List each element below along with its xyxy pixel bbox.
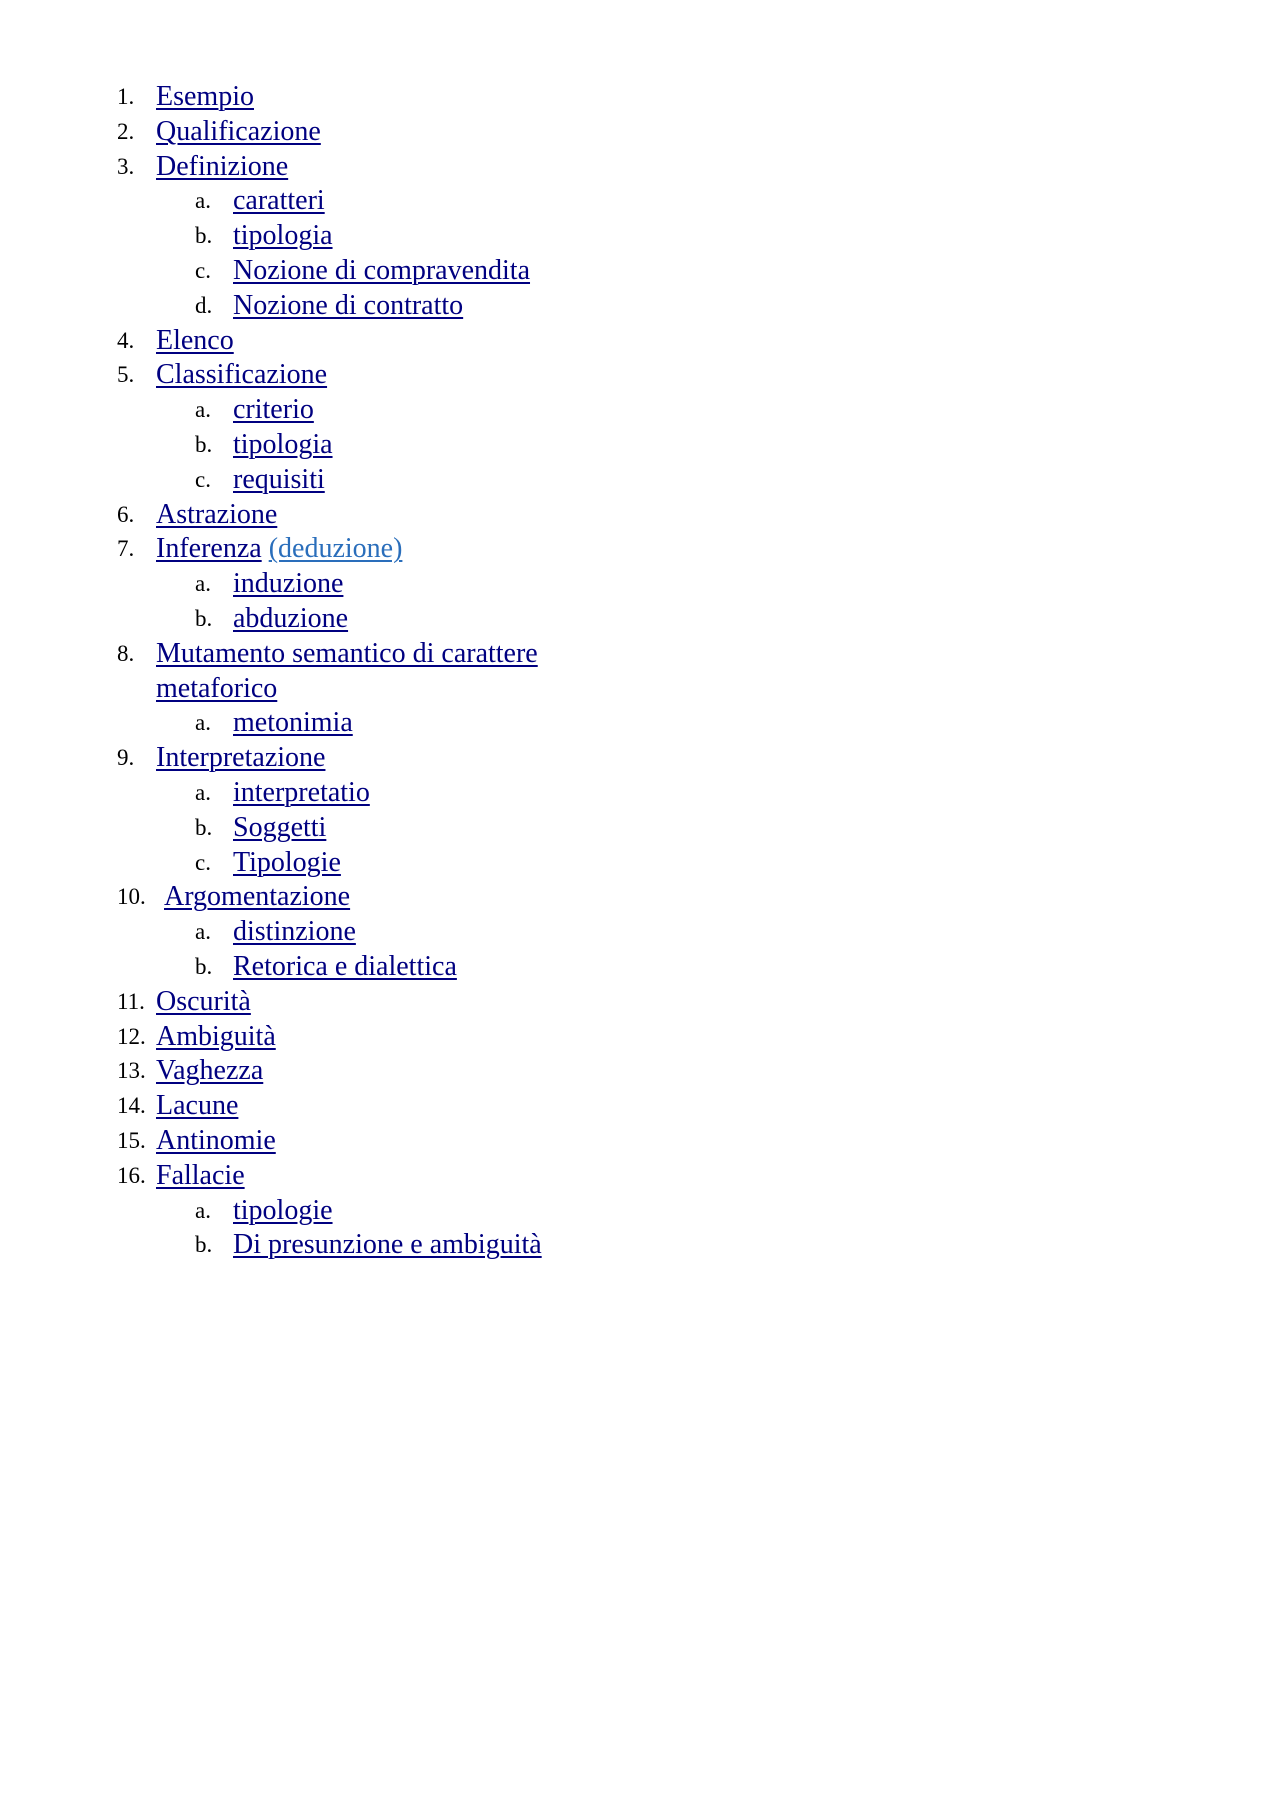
list-marker: 12. [117, 1023, 146, 1049]
list-marker: 2. [117, 118, 135, 144]
list-marker: 9. [117, 745, 135, 771]
list-marker: d. [195, 292, 213, 318]
toc-link-tipologie[interactable]: Tipologie [233, 846, 341, 878]
toc-link-fallacie[interactable]: Fallacie [156, 1159, 245, 1191]
toc-link-qualificazione[interactable]: Qualificazione [156, 115, 321, 147]
toc-link-interpretazione[interactable]: Interpretazione [156, 742, 326, 774]
toc-link-requisiti[interactable]: requisiti [233, 463, 325, 495]
list-marker: a. [195, 710, 211, 736]
toc-link-abduzione[interactable]: abduzione [233, 602, 349, 634]
toc-link-elenco[interactable]: Elenco [156, 324, 234, 356]
list-marker: 14. [117, 1093, 146, 1119]
toc-link-ambiguita[interactable]: Ambiguità [156, 1020, 276, 1052]
list-marker: 16. [117, 1162, 146, 1188]
toc-item-1 [0, 80, 1280, 115]
toc-item-10 [0, 880, 1280, 915]
list-marker: a. [195, 188, 211, 214]
toc-link-nozione-di-compravendita[interactable]: Nozione di compravendita [233, 254, 531, 286]
toc-link-retorica-e-dialettica[interactable]: Retorica e dialettica [233, 950, 457, 982]
toc-item-8 [0, 637, 1280, 707]
list-marker: 10. [117, 884, 146, 910]
toc-subitem-3d [0, 289, 1280, 324]
list-marker: 3. [117, 153, 135, 179]
toc-item-5 [0, 358, 1280, 393]
toc-subitem-3a [0, 184, 1280, 219]
list-marker: b. [195, 1232, 213, 1258]
toc-subitem-16b [0, 1228, 1280, 1263]
toc-item-3 [0, 150, 1280, 185]
toc-link-tipologia[interactable]: tipologia [233, 220, 333, 252]
toc-link-classificazione[interactable]: Classificazione [156, 359, 328, 391]
toc-link-interpretatio[interactable]: interpretatio [233, 776, 370, 808]
table-of-contents [0, 80, 1280, 1263]
list-marker: 13. [117, 1058, 146, 1084]
list-marker: 7. [117, 536, 135, 562]
toc-link-tipologie[interactable]: tipologie [233, 1194, 333, 1226]
list-marker: c. [195, 257, 211, 283]
toc-item-9 [0, 741, 1280, 776]
toc-item-16 [0, 1159, 1280, 1194]
toc-item-14 [0, 1089, 1280, 1124]
list-marker: a. [195, 397, 211, 423]
toc-subitem-7a [0, 567, 1280, 602]
list-marker: 11. [117, 988, 145, 1014]
toc-subitem-9b [0, 811, 1280, 846]
toc-link-metonimia[interactable]: metonimia [233, 707, 353, 739]
toc-link-mutamento-semantico[interactable]: Mutamento semantico di carattere metaforico [156, 637, 538, 704]
list-marker: b. [195, 223, 213, 249]
toc-subitem-3c [0, 254, 1280, 289]
toc-link-soggetti[interactable]: Soggetti [233, 811, 327, 843]
toc-subitem-10a [0, 915, 1280, 950]
toc-subitem-3b [0, 219, 1280, 254]
list-marker: a. [195, 571, 211, 597]
toc-link-criterio[interactable]: criterio [233, 394, 314, 426]
list-marker: 5. [117, 362, 135, 388]
list-marker: b. [195, 814, 213, 840]
toc-link-oscurita[interactable]: Oscurità [156, 985, 251, 1017]
toc-subitem-16a [0, 1194, 1280, 1229]
toc-subitem-9c [0, 846, 1280, 881]
toc-link-lacune[interactable]: Lacune [156, 1090, 239, 1122]
toc-subitem-5a [0, 393, 1280, 428]
list-marker: b. [195, 431, 213, 457]
toc-link-argomentazione[interactable]: Argomentazione [164, 881, 351, 913]
toc-subitem-7b [0, 602, 1280, 637]
toc-link-vaghezza[interactable]: Vaghezza [156, 1055, 264, 1087]
toc-subitem-10b [0, 950, 1280, 985]
toc-link-nozione-di-contratto[interactable]: Nozione di contratto [233, 289, 464, 321]
toc-link-caratteri[interactable]: caratteri [233, 185, 325, 217]
list-marker: 1. [117, 84, 135, 109]
toc-link-astrazione[interactable]: Astrazione [156, 498, 278, 530]
list-marker: 6. [117, 501, 135, 527]
toc-item-2 [0, 115, 1280, 150]
toc-subitem-5b [0, 428, 1280, 463]
list-marker: a. [195, 779, 211, 805]
list-marker: b. [195, 953, 213, 979]
toc-link-antinomie[interactable]: Antinomie [156, 1124, 276, 1156]
toc-link-deduzione[interactable]: (deduzione) [268, 533, 403, 565]
toc-item-15 [0, 1124, 1280, 1159]
list-marker: 8. [117, 640, 135, 666]
toc-link-esempio[interactable]: Esempio [156, 81, 254, 112]
toc-subitem-8a [0, 706, 1280, 741]
list-marker: 15. [117, 1127, 146, 1153]
toc-item-7 [0, 532, 1280, 567]
list-marker: a. [195, 919, 211, 945]
list-marker: 4. [117, 327, 135, 353]
toc-link-di-presunzione-e-ambiguita[interactable]: Di presunzione e ambiguità [233, 1229, 542, 1261]
toc-item-4 [0, 324, 1280, 359]
toc-subitem-5c [0, 463, 1280, 498]
toc-link-definizione[interactable]: Definizione [156, 150, 289, 182]
toc-link-distinzione[interactable]: distinzione [233, 916, 356, 948]
toc-item-6 [0, 498, 1280, 533]
toc-item-13 [0, 1054, 1280, 1089]
toc-item-12 [0, 1020, 1280, 1055]
toc-link-tipologia[interactable]: tipologia [233, 428, 333, 460]
toc-link-induzione[interactable]: induzione [233, 568, 344, 600]
toc-link-inferenza[interactable]: Inferenza [156, 533, 262, 565]
toc-subitem-9a [0, 776, 1280, 811]
list-marker: a. [195, 1197, 211, 1223]
list-marker: c. [195, 849, 211, 875]
list-marker: c. [195, 466, 211, 492]
toc-item-11 [0, 985, 1280, 1020]
list-marker: b. [195, 605, 213, 631]
